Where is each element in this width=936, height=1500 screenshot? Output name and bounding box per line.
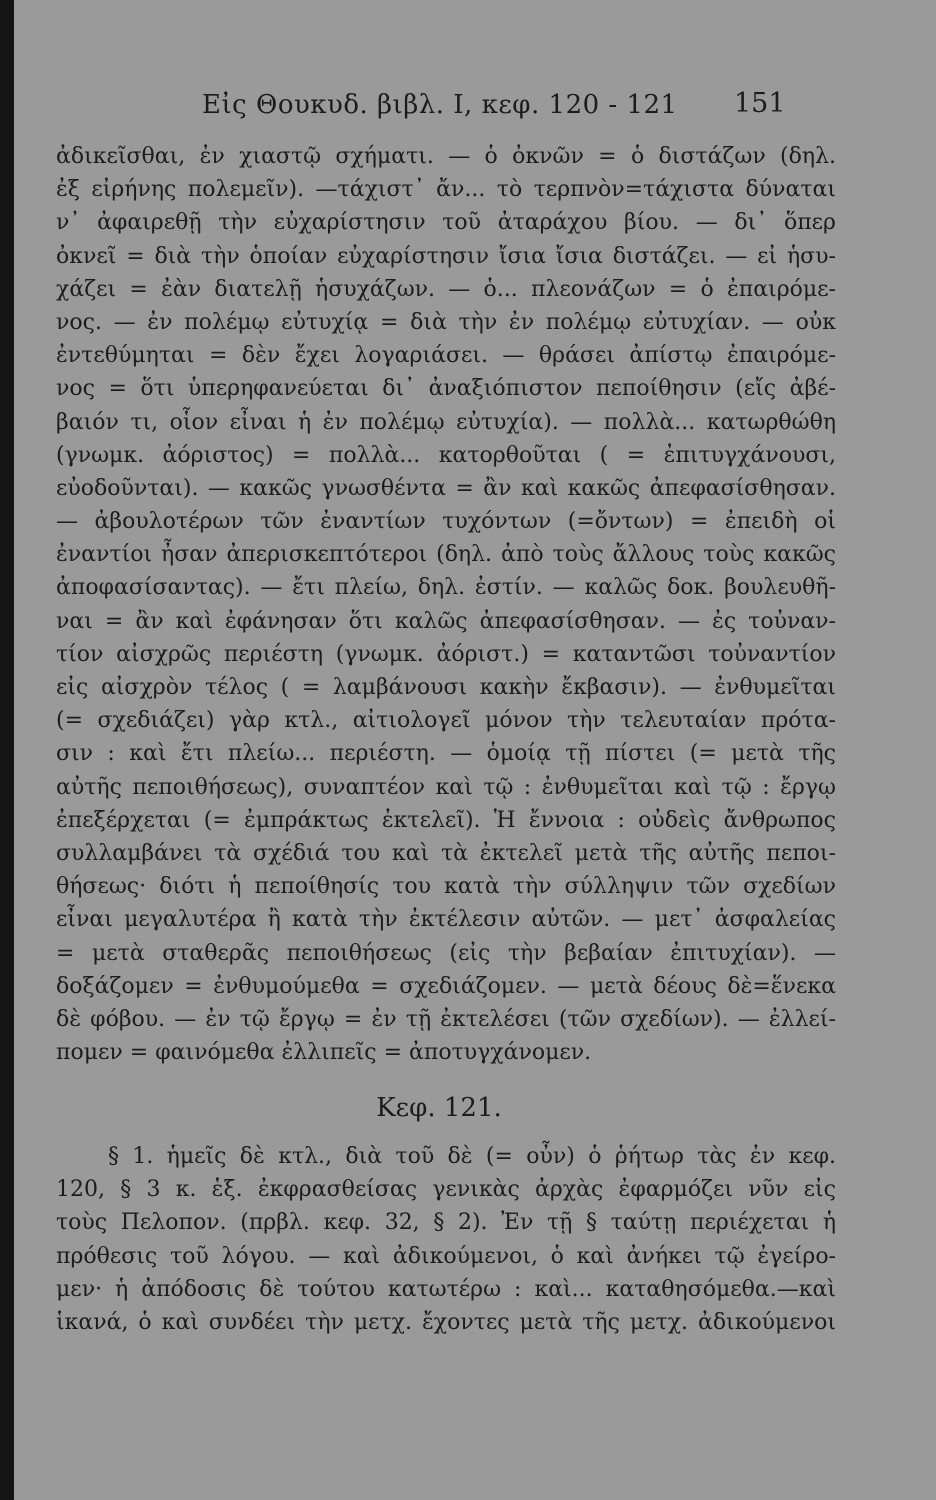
- text-line: νος. — ἐν πολέμῳ εὐτυχίᾳ = διὰ τὴν ἐν πολέμῳ εὐτυχίαν. — οὐκ: [56, 309, 836, 335]
- text-line: 120, § 3 κ. ἑξ. ἐκφρασθείσας γενικὰς ἀρχὰς ἐφαρμόζει νῦν εἰς: [56, 1177, 836, 1203]
- running-header: Εἰς Θουκυδ. βιβλ. Ι, κεφ. 120 - 121: [202, 90, 678, 120]
- text-line: ἐπεξέρχεται (= ἐμπράκτως ἐκτελεῖ). Ἡ ἔννοια : οὐδεὶς ἄνθρωπος: [56, 807, 836, 833]
- text-line: ἀδικεῖσθαι, ἐν χιαστῷ σχήματι. — ὁ ὀκνῶν = ὁ διστάζων (δηλ.: [56, 144, 836, 169]
- text-line: δοξάζομεν = ἐνθυμούμεθα = σχεδιάζομεν. — μετὰ δέους δὲ=ἕνεκα: [56, 973, 836, 999]
- text-line: νος = ὅτι ὑπερηφανεύεται δι᾽ ἀναξιόπιστον πεποίθησιν (εἴς ἀβέ-: [56, 376, 836, 402]
- text-line: ἐναντίοι ἦσαν ἀπερισκεπτότεροι (δηλ. ἀπὸ τοὺς ἄλλους τοὺς κακῶς: [56, 542, 836, 568]
- text-line: χάζει = ἐὰν διατελῇ ἡσυχάζων. — ὁ... πλεονάζων = ὁ ἐπαιρόμε-: [56, 276, 836, 302]
- chapter-text: [56, 1140, 836, 1339]
- page-number: 151: [734, 88, 786, 119]
- text-line: εἶναι μεγαλυτέρα ἢ κατὰ τὴν ἐκτέλεσιν αὐτῶν. — μετ᾽ ἀσφαλείας: [56, 907, 836, 933]
- text-line: ναι = ἂν καὶ ἐφάνησαν ὅτι καλῶς ἀπεφασίσθησαν. — ἐς τοὐναν-: [56, 608, 836, 634]
- text-line: ὀκνεῖ = διὰ τὴν ὁποίαν εὐχαρίστησιν ἴσια ἴσια διστάζει. — εἰ ἡσυ-: [56, 243, 836, 269]
- text-line: πομεν = φαινόμεθα ἐλλιπεῖς = ἀποτυγχάνομεν.: [56, 1040, 592, 1066]
- text-line: § 1. ἡμεῖς δὲ κτλ., διὰ τοῦ δὲ (= οὖν) ὁ ῥήτωρ τὰς ἐν κεφ.: [108, 1144, 836, 1169]
- text-line: εὐοδοῦνται). — κακῶς γνωσθέντα = ἂν καὶ κακῶς ἀπεφασίσθησαν.: [56, 475, 836, 501]
- text-line: δὲ φόβου. — ἐν τῷ ἔργῳ = ἐν τῇ ἐκτελέσει (τῶν σχεδίων). — ἐλλεί-: [56, 1006, 836, 1032]
- text-line: τοὺς Πελοπον. (πρβλ. κεφ. 32, § 2). Ἐν τῇ § ταύτῃ περιέχεται ἡ: [56, 1210, 836, 1236]
- text-line: ἱκανά, ὁ καὶ συνδέει τὴν μετχ. ἔχοντες μετὰ τῆς μετχ. ἀδικούμενοι: [56, 1309, 836, 1335]
- chapter-heading: Κεφ. 121.: [376, 1093, 502, 1123]
- text-line: αὐτῆς πεποιθήσεως), συναπτέον καὶ τῷ : ἐνθυμεῖται καὶ τῷ : ἔργῳ: [56, 774, 836, 800]
- text-line: = μετὰ σταθερᾶς πεποιθήσεως (εἰς τὴν βεβαίαν ἐπιτυχίαν). —: [56, 940, 836, 966]
- text-line: σιν : καὶ ἔτι πλείω... περιέστη. — ὁμοίᾳ τῇ πίστει (= μετὰ τῆς: [56, 741, 836, 767]
- book-page: [14, 0, 936, 1500]
- commentary-text: [56, 140, 836, 1069]
- text-line: ν᾽ ἀφαιρεθῇ τὴν εὐχαρίστησιν τοῦ ἀταράχου βίου. — δι᾽ ὅπερ: [56, 210, 836, 236]
- text-line: θήσεως· διότι ἡ πεποίθησίς του κατὰ τὴν σύλληψιν τῶν σχεδίων: [56, 874, 836, 900]
- text-line: πρόθεσις τοῦ λόγου. — καὶ ἀδικούμενοι, ὁ καὶ ἀνήκει τῷ ἐγείρο-: [56, 1243, 836, 1269]
- text-line: εἰς αἰσχρὸν τέλος ( = λαμβάνουσι κακὴν ἔκβασιν). — ἐνθυμεῖται: [56, 675, 836, 700]
- text-line: (= σχεδιάζει) γὰρ κτλ., αἰτιολογεῖ μόνον τὴν τελευταίαν πρότα-: [56, 708, 836, 734]
- text-line: ἀποφασίσαντας). — ἔτι πλείω, δηλ. ἐστίν. — καλῶς δοκ. βουλευθῆ-: [56, 575, 836, 601]
- text-line: συλλαμβάνει τὰ σχέδιά του καὶ τὰ ἐκτελεῖ μετὰ τῆς αὐτῆς πεποι-: [56, 840, 836, 866]
- text-line: βαιόν τι, οἷον εἶναι ἡ ἐν πολέμῳ εὐτυχία). — πολλὰ... κατωρθώθη: [56, 409, 836, 435]
- text-line: ἐντεθύμηται = δὲν ἔχει λογαριάσει. — θράσει ἀπίστῳ ἐπαιρόμε-: [56, 343, 836, 369]
- text-line: ἐξ εἰρήνης πολεμεῖν). —τάχιστ᾽ ἄν... τὸ τερπνὸν=τάχιστα δύναται: [56, 177, 836, 203]
- text-line: μεν· ἡ ἀπόδοσις δὲ τούτου κατωτέρω : καὶ... καταθησόμεθα.—καὶ: [56, 1276, 836, 1302]
- text-line: — ἀβουλοτέρων τῶν ἐναντίων τυχόντων (=ὄντων) = ἐπειδὴ οἱ: [56, 509, 836, 535]
- text-line: (γνωμκ. ἀόριστος) = πολλὰ... κατορθοῦται ( = ἐπιτυγχάνουσι,: [56, 442, 836, 468]
- text-line: τίον αἰσχρῶς περιέστη (γνωμκ. ἀόριστ.) = καταντῶσι τοὐναντίον: [56, 641, 836, 667]
